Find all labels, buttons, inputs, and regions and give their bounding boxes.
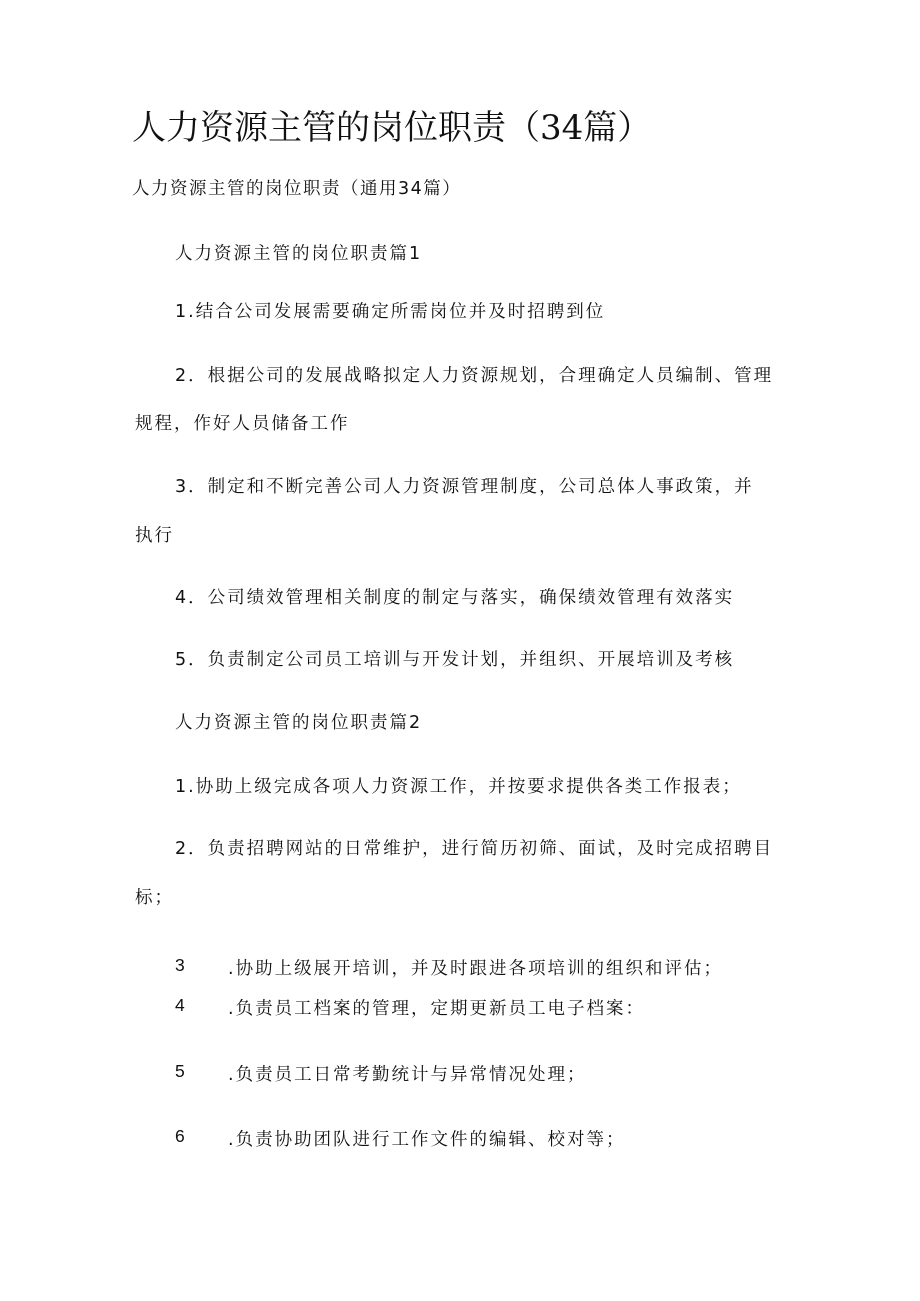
- list-item: .负责员工日常考勤统计与异常情况处理；: [228, 1065, 587, 1085]
- list-item: .负责员工档案的管理，定期更新员工电子档案：: [228, 999, 646, 1019]
- list-item-continuation: 规程，作好人员储备工作: [135, 414, 350, 434]
- list-item: 5．负责制定公司员工培训与开发计划，并组织、开展培训及考核: [175, 650, 735, 670]
- list-item: 1.结合公司发展需要确定所需岗位并及时招聘到位: [175, 302, 606, 322]
- document-title: 人力资源主管的岗位职责（34篇）: [132, 108, 652, 148]
- list-item-number: 6: [175, 1126, 185, 1146]
- list-item-number: 3: [175, 955, 185, 975]
- list-item-continuation: 标；: [135, 888, 174, 908]
- list-item: 2．根据公司的发展战略拟定人力资源规划，合理确定人员编制、管理: [175, 366, 774, 386]
- section-heading-2: 人力资源主管的岗位职责篇2: [175, 713, 423, 733]
- list-item: .负责协助团队进行工作文件的编辑、校对等；: [228, 1130, 626, 1150]
- list-item-continuation: 执行: [135, 526, 174, 546]
- list-item: 4．公司绩效管理相关制度的制定与落实，确保绩效管理有效落实: [175, 588, 735, 608]
- document-subtitle: 人力资源主管的岗位职责（通用34篇）: [132, 179, 462, 199]
- list-item-number: 4: [175, 995, 185, 1015]
- list-item-number: 5: [175, 1061, 185, 1081]
- list-item: 1.协助上级完成各项人力资源工作，并按要求提供各类工作报表；: [175, 777, 742, 797]
- list-item: 2．负责招聘网站的日常维护，进行简历初筛、面试，及时完成招聘目: [175, 839, 774, 859]
- section-heading-1: 人力资源主管的岗位职责篇1: [175, 244, 423, 264]
- list-item: .协助上级展开培训，并及时跟进各项培训的组织和评估；: [228, 959, 724, 979]
- list-item: 3．制定和不断完善公司人力资源管理制度，公司总体人事政策，并: [175, 477, 754, 497]
